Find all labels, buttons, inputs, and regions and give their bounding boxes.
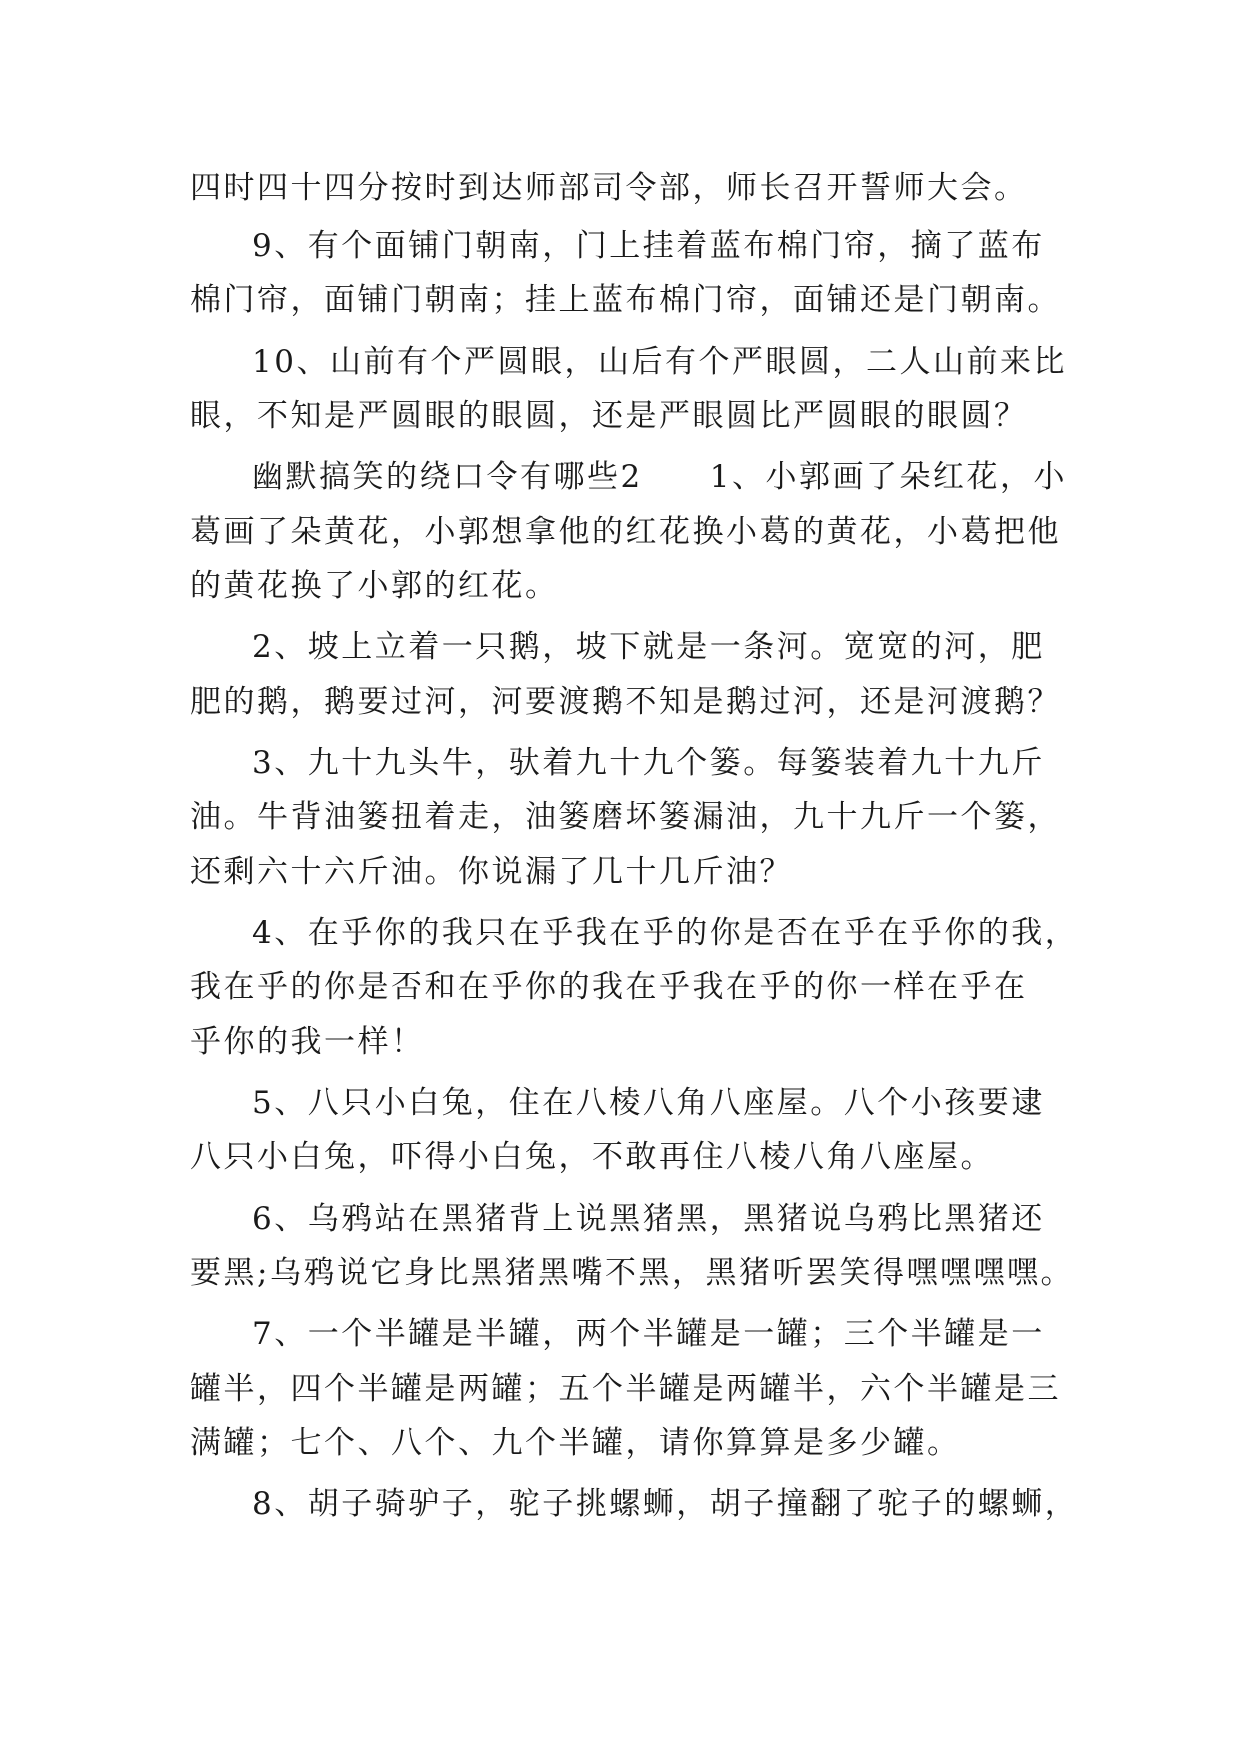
text-line: 我在乎的你是否和在乎你的我在乎我在乎的你一样在乎在 xyxy=(190,969,1028,1005)
text-line: 2、坡上立着一只鹅，坡下就是一条河。宽宽的河，肥 xyxy=(252,629,1045,665)
text-line: 满罐；七个、八个、九个半罐，请你算算是多少罐。 xyxy=(190,1425,961,1461)
text-line: 四时四十四分按时到达师部司令部，师长召开誓师大会。 xyxy=(190,170,1028,206)
text-line: 要黑;乌鸦说它身比黑猪黑嘴不黑，黑猪听罢笑得嘿嘿嘿嘿。 xyxy=(190,1255,1074,1291)
text-line: 八只小白兔，吓得小白兔，不敢再住八棱八角八座屋。 xyxy=(190,1139,994,1175)
text-line: 6、乌鸦站在黑猪背上说黑猪黑，黑猪说乌鸦比黑猪还 xyxy=(252,1201,1045,1237)
text-line: 眼，不知是严圆眼的眼圆，还是严眼圆比严圆眼的眼圆？ xyxy=(190,398,1028,434)
text-line: 还剩六十六斤油。你说漏了几十几斤油？ xyxy=(190,854,793,890)
text-line: 的黄花换了小郭的红花。 xyxy=(190,568,559,604)
text-line: 7、一个半罐是半罐，两个半罐是一罐；三个半罐是一 xyxy=(252,1316,1045,1352)
text-line: 油。牛背油篓扭着走，油篓磨坏篓漏油，九十九斤一个篓， xyxy=(190,799,1061,835)
text-line: 10、山前有个严圆眼，山后有个严眼圆，二人山前来比 xyxy=(252,344,1067,380)
text-line: 8、胡子骑驴子，驼子挑螺蛳，胡子撞翻了驼子的螺蛳， xyxy=(252,1486,1079,1522)
text-line: 罐半，四个半罐是两罐；五个半罐是两罐半，六个半罐是三 xyxy=(190,1371,1061,1407)
text-line: 5、八只小白兔，住在八棱八角八座屋。八个小孩要逮 xyxy=(252,1085,1045,1121)
text-line: 4、在乎你的我只在乎我在乎的你是否在乎在乎你的我， xyxy=(252,915,1079,951)
text-line: 葛画了朵黄花，小郭想拿他的红花换小葛的黄花，小葛把他 xyxy=(190,514,1061,550)
text-line: 肥的鹅，鹅要过河，河要渡鹅不知是鹅过河，还是河渡鹅？ xyxy=(190,684,1061,720)
text-line: 9、有个面铺门朝南，门上挂着蓝布棉门帘，摘了蓝布 xyxy=(252,228,1045,264)
text-line: 幽默搞笑的绕口令有哪些2 1、小郭画了朵红花，小 xyxy=(252,459,1067,495)
text-line: 棉门帘，面铺门朝南；挂上蓝布棉门帘，面铺还是门朝南。 xyxy=(190,282,1061,318)
text-line: 乎你的我一样！ xyxy=(190,1024,425,1060)
text-line: 3、九十九头牛，驮着九十九个篓。每篓装着九十九斤 xyxy=(252,745,1045,781)
